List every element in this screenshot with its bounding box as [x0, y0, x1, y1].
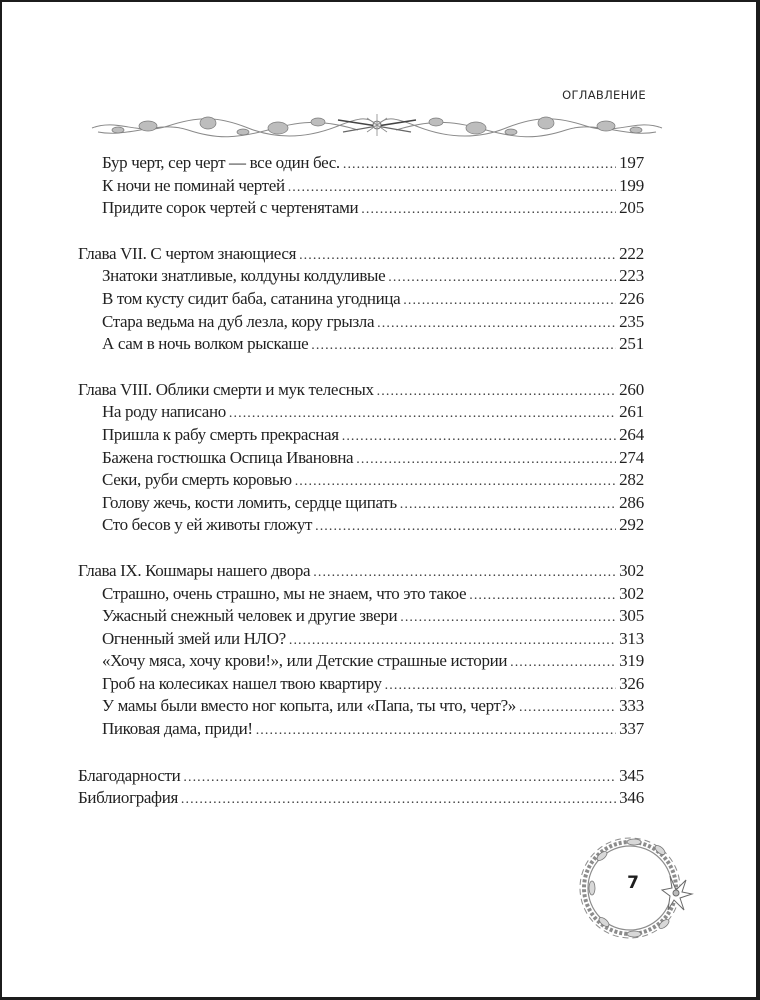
dot-leader: [519, 697, 616, 720]
toc-entry[interactable]: [78, 695, 644, 718]
toc-entry-title: Бур черт, сер черт — все один бес.: [102, 153, 340, 172]
toc-entry-page: 346: [619, 788, 644, 808]
running-title: ОГЛАВЛЕНИЕ: [562, 88, 646, 102]
toc-entry-title: Ужасный снежный человек и другие звери: [102, 606, 398, 626]
toc-entry-page: 197: [619, 153, 644, 172]
toc-entry[interactable]: [78, 152, 644, 175]
toc-entry[interactable]: [78, 718, 644, 741]
toc-chapter-title: Глава VIII. Облики смерти и мук телесных: [78, 379, 374, 399]
toc-entry[interactable]: [78, 288, 644, 311]
section-gap: [78, 356, 644, 379]
toc-entry[interactable]: [78, 673, 644, 696]
dot-leader: [313, 562, 616, 585]
toc-chapter-title: Глава VII. С чертом знающиеся: [78, 243, 297, 263]
dot-leader: [510, 652, 616, 675]
dot-leader: [183, 767, 616, 790]
dot-leader: [289, 630, 616, 653]
toc-entry-page: 282: [619, 470, 644, 490]
toc-entry[interactable]: [78, 424, 644, 447]
toc-entry-page: 333: [619, 696, 644, 716]
dot-leader: [388, 267, 616, 290]
toc-entry-page: 345: [619, 765, 644, 785]
toc-entry-title: Пиковая дама, приди!: [102, 719, 253, 739]
toc-entry-page: 274: [619, 447, 644, 467]
toc-entry-title: Библиография: [78, 788, 178, 808]
dot-leader: [343, 154, 616, 177]
toc-entry-title: «Хочу мяса, хочу крови!», или Детские страшные истории: [102, 651, 508, 671]
dot-leader: [377, 313, 616, 336]
dot-leader: [315, 516, 616, 539]
toc-entry-page: 226: [619, 288, 644, 308]
dot-leader: [229, 403, 616, 426]
toc-entry[interactable]: [78, 265, 644, 288]
toc-entry[interactable]: [78, 175, 644, 198]
toc-chapter[interactable]: [78, 379, 644, 402]
toc-entry-page: 264: [619, 424, 644, 444]
toc-entry[interactable]: [78, 605, 644, 628]
table-of-contents: [78, 152, 644, 810]
toc-entry-page: 302: [619, 583, 644, 603]
toc-entry[interactable]: [78, 401, 644, 424]
toc-chapter[interactable]: [78, 243, 644, 266]
page-number: 7: [627, 873, 639, 893]
dot-leader: [377, 381, 616, 404]
toc-entry-title: Секи, руби смерть коровью: [102, 470, 292, 490]
toc-entry-page: 313: [619, 628, 644, 648]
toc-entry-title: У мамы были вместо ног копыта, или «Папа, ты что, черт?»: [102, 696, 516, 716]
toc-entry[interactable]: [78, 469, 644, 492]
toc-entry-title: Придите сорок чертей с чертенятами: [102, 198, 359, 218]
dot-leader: [288, 177, 616, 200]
dot-leader: [181, 789, 616, 812]
toc-entry[interactable]: [78, 628, 644, 651]
toc-entry-page: 286: [619, 492, 644, 512]
toc-entry-page: 223: [619, 266, 644, 286]
toc-chapter[interactable]: [78, 560, 644, 583]
toc-entry-title: Бажена гостюшка Оспица Ивановна: [102, 447, 354, 467]
toc-chapter-page: 302: [619, 560, 644, 580]
toc-entry-title: Огненный змей или НЛО?: [102, 628, 286, 648]
toc-entry[interactable]: [78, 333, 644, 356]
floral-divider-icon: [88, 110, 666, 140]
toc-chapter-page: 260: [619, 379, 644, 399]
toc-entry-title: Пришла к рабу смерть прекрасная: [102, 424, 339, 444]
page-number-wreath: [572, 828, 694, 950]
section-gap: [78, 741, 644, 765]
dot-leader: [256, 720, 616, 743]
toc-entry-page: 337: [619, 719, 644, 739]
toc-entry-title: Гроб на колесиках нашел твою квартиру: [102, 673, 382, 693]
section-gap: [78, 220, 644, 243]
section-gap: [78, 537, 644, 560]
dot-leader: [400, 494, 616, 517]
toc-entry[interactable]: [78, 650, 644, 673]
toc-entry[interactable]: [78, 492, 644, 515]
toc-entry-page: 326: [619, 673, 644, 693]
dot-leader: [469, 585, 616, 608]
toc-entry-title: Стара ведьма на дуб лезла, кору грызла: [102, 311, 375, 331]
toc-entry-page: 261: [619, 402, 644, 422]
toc-entry-title: А сам в ночь волком рыскаше: [102, 334, 309, 354]
toc-entry[interactable]: [78, 311, 644, 334]
toc-entry-title: Благодарности: [78, 765, 181, 785]
toc-entry-title: В том кусту сидит баба, сатанина угодница: [102, 288, 401, 308]
toc-entry-page: 319: [619, 651, 644, 671]
dot-leader: [342, 426, 616, 449]
toc-chapter-title: Глава IX. Кошмары нашего двора: [78, 560, 311, 580]
toc-entry-page: 199: [619, 175, 644, 195]
book-page: [2, 2, 756, 997]
toc-entry-page: 305: [619, 606, 644, 626]
toc-entry[interactable]: [78, 447, 644, 470]
toc-entry-page: 292: [619, 515, 644, 535]
dot-leader: [295, 471, 616, 494]
dot-leader: [385, 675, 616, 698]
toc-entry-page: 235: [619, 311, 644, 331]
toc-entry-title: Знатоки знатливые, колдуны колдуливые: [102, 266, 386, 286]
dot-leader: [361, 199, 616, 222]
dot-leader: [311, 335, 616, 358]
toc-entry[interactable]: [78, 197, 644, 220]
toc-entry-title: К ночи не поминай чертей: [102, 175, 285, 195]
toc-entry[interactable]: [78, 583, 644, 606]
dot-leader: [403, 290, 616, 313]
toc-entry-title: Голову жечь, кости ломить, сердце щипать: [102, 492, 397, 512]
dot-leader: [299, 245, 616, 268]
toc-entry-title: На роду написано: [102, 402, 226, 422]
toc-chapter-page: 222: [619, 243, 644, 263]
toc-entry-title: Сто бесов у ей животы гложут: [102, 515, 313, 535]
toc-back-matter-entry[interactable]: [78, 787, 644, 810]
toc-entry-page: 205: [619, 198, 644, 218]
toc-entry[interactable]: [78, 514, 644, 537]
toc-entry-title: Страшно, очень страшно, мы не знаем, что это такое: [102, 583, 467, 603]
toc-entry-page: 251: [619, 334, 644, 354]
dot-leader: [356, 449, 616, 472]
dot-leader: [400, 607, 616, 630]
toc-back-matter-entry[interactable]: [78, 765, 644, 788]
